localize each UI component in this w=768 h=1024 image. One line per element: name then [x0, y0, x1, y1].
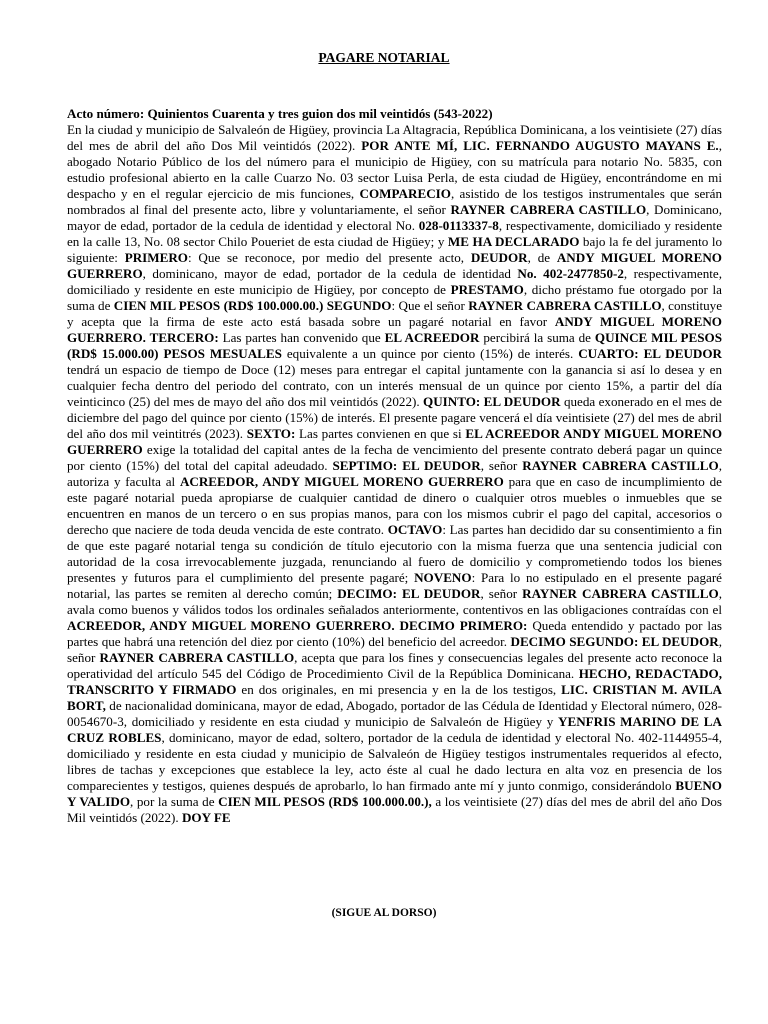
bold-text-segment: SEXTO:: [246, 426, 296, 441]
bold-text-segment: No. 402-2477850-2: [517, 266, 624, 281]
bold-text-segment: RAYNER CABRERA CASTILLO: [522, 586, 719, 601]
text-segment: : Las partes han decidido dar su consentimiento a fin de que este pagaré notarial tenga su condición de título ejecutorio con la misma fuerza que una sentencia judicial con autoridad de la cosa irrevocablemente juzgada, renunciando al fuero de domicilio y comprometiendo todos los bienes presentes y futuros para el cumplimiento del presente pagaré;: [67, 522, 722, 585]
bold-text-segment: RAYNER CABRERA CASTILLO: [468, 298, 662, 313]
bold-text-segment: EL ACREEDOR: [384, 330, 480, 345]
continued-note: (SIGUE AL DORSO): [331, 907, 437, 919]
bold-text-segment: CIEN MIL PESOS (RD$ 100.000.00.) SEGUNDO: [113, 298, 392, 313]
text-segment: en dos originales, en mi presencia y en la de los testigos,: [236, 682, 562, 697]
bold-text-segment: YENFRIS MARINO DE LA CRUZ ROBLES: [67, 714, 722, 745]
bold-text-segment: ME HA DECLARADO: [447, 234, 580, 249]
text-segment: exige la totalidad del capital antes de la fecha de vencimiento del presente contrato deberá pagar un quince por ciento (15%) del total del capital adeudado.: [67, 442, 722, 473]
bold-text-segment: COMPARECIO: [359, 186, 451, 201]
bold-text-segment: ANDY MIGUEL MORENO GUERRERO. TERCERO:: [67, 314, 722, 345]
bold-text-segment: ANDY MIGUEL MORENO GUERRERO: [67, 250, 722, 281]
text-segment: a los veintisiete (27) días del mes de abril del año Dos Mil veintidós (2022).: [67, 794, 723, 825]
text-segment: queda exonerado en el mes de diciembre del pago del quince por ciento (15%) de interés. El presente pagare vencerá el día veintisiete (27) del mes de abril del año dos mil veintitrés (2023).: [67, 394, 722, 441]
bold-text-segment: DECIMO: EL DEUDOR: [337, 586, 481, 601]
text-segment: Queda entendido y pactado por las partes que habrá una retención del diez por ciento (10%) del beneficio del acreedor.: [67, 618, 722, 649]
bold-text-segment: RAYNER CABRERA CASTILLO: [99, 650, 295, 665]
text-segment: , dominicano, mayor de edad, portador de la cedula de identidad: [142, 266, 518, 281]
bold-text-segment: RAYNER CABRERA CASTILLO: [522, 458, 719, 473]
act-number: Acto número: Quinientos Cuarenta y tres guion dos mil veintidós (543-2022): [67, 106, 493, 121]
text-segment: de nacionalidad dominicana, mayor de edad, Abogado, portador de las Cédula de Identidad y Electoral número, 028-0054670-3, domiciliado y residente en esta ciudad y municipio de Salvaleón de Higüey y: [67, 698, 722, 729]
bold-text-segment: BUENO Y VALIDO: [67, 778, 722, 809]
text-segment: , dominicano, mayor de edad, soltero, portador de la cedula de identidad y electoral No. 402-1144955-4, domiciliado y residente en esta ciudad y municipio de Salvaleón de Higüey testigos instrumentales requeridos al efecto, libres de tachas y excepciones que establece la ley, acto éste al cual he dado lectura en alta voz en presencia de los comparecientes y testigos, quienes después de aprobarlo, lo han firmado ante mí y junto conmigo, considerándolo: [67, 730, 722, 793]
bold-text-segment: HECHO, REDACTADO, TRANSCRITO Y FIRMADO: [67, 666, 722, 697]
text-segment: equivalente a un quince por ciento (15%) de interés.: [281, 346, 579, 361]
bold-text-segment: DOY FE: [181, 810, 231, 825]
text-segment: , autoriza y faculta al: [67, 458, 722, 489]
text-segment: , señor: [480, 458, 523, 473]
text-segment: , abogado Notario Público de los del número para el municipio de Higüey, con su matrícula para notario No. 5835, con estudio profesional abierto en la calle Cuarzo No. 03 sector Luisa Perla, de esta ciudad de Higüey, encontrándome en mi despacho y en el regular ejercicio de mis funciones,: [67, 138, 722, 201]
text-segment: , acepta que para los fines y consecuencias legales del presente acto reconoce la operatividad del artículo 545 del Código de Procedimiento Civil de la República Dominicana.: [67, 650, 723, 681]
bold-text-segment: ACREEDOR, ANDY MIGUEL MORENO GUERRERO. DECIMO PRIMERO:: [67, 618, 528, 633]
text-segment: , respectivamente, domiciliado y residente en la calle 13, No. 08 sector Chilo Poueriet de esta ciudad de Higüey; y: [67, 218, 723, 249]
text-segment: , Dominicano, mayor de edad, portador de la cedula de identidad y electoral No.: [67, 202, 722, 233]
text-segment: : Que el señor: [391, 298, 469, 313]
text-segment: , de: [527, 250, 557, 265]
text-segment: tendrá un espacio de tiempo de Doce (12) meses para entregar el capital juntamente con la ganancia si así lo desea y en cualquier fecha dentro del periodo del contrato, con un interés mensual de un quince por ciento 15%, a partir del día veinticinco (25) del mes de mayo del año dos mil veintidós (2022).: [67, 362, 722, 409]
body-text: [67, 122, 722, 825]
text-segment: , señor: [67, 634, 723, 665]
text-segment: bajo la fe del juramento lo siguiente:: [67, 234, 722, 265]
text-segment: , avala como buenos y válidos todos los ordinales señalados anteriormente, contentivos en las obligaciones contraídas con el: [67, 586, 722, 617]
text-segment: , respectivamente, domiciliado y residente en este municipio de Higüey, por concepto de: [67, 266, 722, 297]
bold-text-segment: PRIMERO: [124, 250, 188, 265]
bold-text-segment: EL ACREEDOR ANDY MIGUEL MORENO GUERRERO: [67, 426, 723, 457]
bold-text-segment: CIEN MIL PESOS (RD$ 100.000.00.),: [218, 794, 432, 809]
text-segment: Las partes convienen en que si: [295, 426, 466, 441]
document-title: PAGARE NOTARIAL: [318, 50, 450, 65]
bold-text-segment: OCTAVO: [387, 522, 443, 537]
bold-text-segment: DEUDOR: [470, 250, 528, 265]
bold-text-segment: SEPTIMO: EL DEUDOR: [332, 458, 481, 473]
text-segment: para que en caso de incumplimiento de este pagaré notarial pueda apropiarse de cualquier cantidad de dinero o cualquier otros muebles o inmuebles que se encuentren en manos de un tercero o en sus propias manos, para con los mismos cubrir el pago del capital, accesorios o derecho que naciere de toda deuda vencida de este contrato.: [67, 474, 722, 537]
text-segment: , señor: [480, 586, 523, 601]
text-segment: , asistido de los testigos instrumentales que serán nombrados al final del presente acto, libre y voluntariamente, el señor: [67, 186, 722, 217]
bold-text-segment: QUINTO: EL DEUDOR: [423, 394, 561, 409]
document-body: [67, 106, 722, 826]
bold-text-segment: ACREEDOR, ANDY MIGUEL MORENO GUERRERO: [179, 474, 504, 489]
bold-text-segment: QUINCE MIL PESOS (RD$ 15.000.00) PESOS MESUALES: [67, 330, 723, 361]
bold-text-segment: PRESTAMO: [450, 282, 524, 297]
bold-text-segment: LIC. CRISTIAN M. AVILA BORT,: [67, 682, 723, 713]
bold-text-segment: DECIMO SEGUNDO: EL DEUDOR: [510, 634, 719, 649]
text-segment: : Para lo no estipulado en el presente pagaré notarial, las partes se remiten al derecho común;: [67, 570, 722, 601]
text-segment: , dicho préstamo fue otorgado por la suma de: [67, 282, 722, 313]
bold-text-segment: POR ANTE MÍ, LIC. FERNANDO AUGUSTO MAYANS E.: [361, 138, 719, 153]
text-segment: , constituye y acepta que la firma de este acto está basada sobre un pagaré notarial en favor: [67, 298, 723, 329]
bold-text-segment: CUARTO: EL DEUDOR: [578, 346, 722, 361]
text-segment: Las partes han convenido que: [218, 330, 385, 345]
text-segment: , por la suma de: [130, 794, 219, 809]
bold-text-segment: 028-0113337-8: [418, 218, 499, 233]
bold-text-segment: NOVENO: [414, 570, 472, 585]
text-segment: : Que se reconoce, por medio del presente acto,: [188, 250, 471, 265]
text-segment: percibirá la suma de: [479, 330, 595, 345]
bold-text-segment: RAYNER CABRERA CASTILLO: [450, 202, 647, 217]
text-segment: En la ciudad y municipio de Salvaleón de Higüey, provincia La Altagracia, República Dominicana, a los veintisiete (27) días del mes de abril del año Dos Mil veintidós (2022).: [67, 122, 722, 153]
